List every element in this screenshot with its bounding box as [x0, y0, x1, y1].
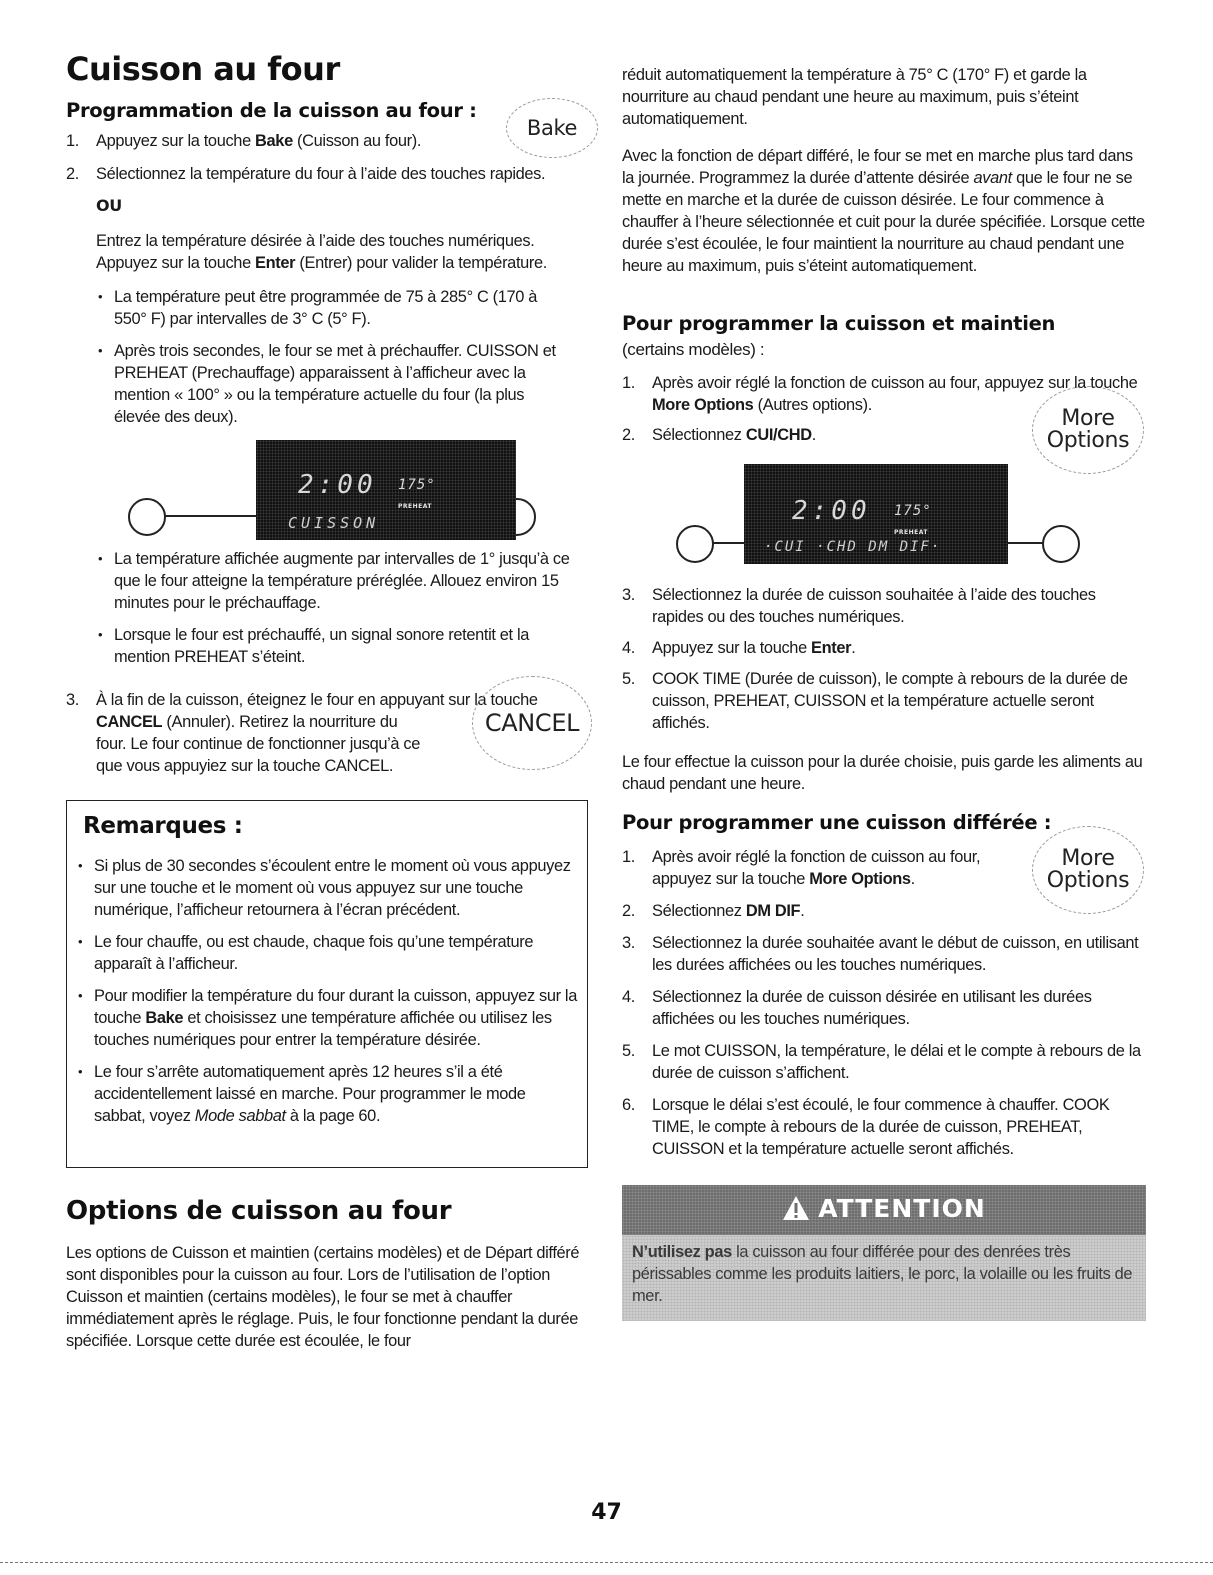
bake-notes-b	[96, 548, 586, 678]
maintien-steps-a	[622, 372, 1146, 446]
maintien-closing: Le four effectue la cuisson pour la durée choisie, puis garde les aliments au chaud pendant une heure.	[622, 753, 1143, 793]
ou-label: OU	[96, 196, 122, 215]
enter-paragraph: Entrez la température désirée à l’aide des touches numériques. Appuyez sur la touche Enter (Entrer) pour valider la température.	[96, 232, 547, 272]
remark-item: • Si plus de 30 secondes s’écoulent entre le moment où vous appuyez sur une touche et le moment où vous appuyez sur une touche numérique, l’afficheur retournera à l’écran précédent.	[76, 855, 578, 921]
bullet-item: • Lorsque le four est préchauffé, un signal sonore retentit et la mention PREHEAT s’éteint.	[96, 624, 586, 668]
bottom-divider	[0, 1562, 1213, 1563]
delayed-start-paragraph: Avec la fonction de départ différé, le four se met en marche plus tard dans la journée. Programmez la durée d’attente désirée avant que le four ne se mette en marche et la durée de cuisson désirée. Le four commence à chauffer à l’heure sélectionnée et cuit pour la durée spécifiée. Lorsque cette durée s’est écoulée, le four maintient la nourriture au chaud pendant une heure au maximum, puis s’éteint automatiquement.	[622, 147, 1145, 275]
step-1: 1. Après avoir réglé la fonction de cuisson au four, appuyez sur la touche More Options (Autres options).	[622, 374, 1138, 414]
bullet-item: • La température peut être programmée de 75 à 285° C (170 à 550° F) par intervalles de 3° C (5° F).	[96, 286, 571, 330]
remark-item: • Pour modifier la température du four durant la cuisson, appuyez sur la touche Bake et choisissez une température affichée ou utilisez les touches numériques pour entrer la température désirée.	[76, 985, 578, 1051]
lcd-screen: 2:00 175° PREHEAT ·CUI ·CHD DM DIF·	[744, 464, 1008, 564]
programmation-heading: Programmation de la cuisson au four :	[66, 99, 477, 122]
knob-icon	[676, 525, 714, 563]
bake-steps-1	[66, 130, 506, 152]
maintien-subheading: (certains modèles) :	[622, 340, 765, 359]
attention-box	[622, 1185, 1146, 1321]
cancel-key-icon: CANCEL	[472, 676, 592, 770]
step-2: 2. Sélectionnez DM DIF.	[622, 902, 805, 920]
bake-notes-a	[96, 286, 571, 438]
maintien-steps-b	[622, 584, 1146, 734]
step-2: 2. Sélectionnez la température du four à l’aide des touches rapides.	[66, 165, 546, 183]
step-1: 1. Après avoir réglé la fonction de cuisson au four, appuyez sur la touche More Options.	[622, 848, 981, 888]
remark-item: • Le four chauffe, ou est chaude, chaque fois qu’une température apparaît à l’afficheur.	[76, 931, 578, 975]
remarks-list	[76, 855, 578, 1137]
bake-steps-2	[66, 163, 588, 185]
options-paragraph: Les options de Cuisson et maintien (certains modèles) et de Départ différé sont disponibles pour la cuisson au four. Lors de l’utilisation de l’option Cuisson et maintien (certains modèles), le four se met à chauffer immédiatement après le réglage. Puis, le four fonctionne pendant la durée spécifiée. Lorsque cette durée est écoulée, le four	[66, 1244, 580, 1350]
step-3: 3. À la fin de la cuisson, éteignez le four en appuyant sur la touche CANCEL (Annuler). Retirez la nourriture du four. Le four continue de fonctionner jusqu’à ce que vous appuyiez sur la touche CANCEL.	[66, 691, 538, 775]
step-3: 3. Sélectionnez la durée souhaitée avant le début de cuisson, en utilisant les durées affichées ou les touches numériques.	[622, 934, 1139, 974]
differee-steps	[622, 846, 1146, 1160]
oven-display-bake	[126, 440, 536, 540]
oven-display-maintien	[674, 464, 1084, 564]
step-2: 2. Sélectionnez CUI/CHD.	[622, 426, 816, 444]
maintien-heading: Pour programmer la cuisson et maintien	[622, 312, 1056, 335]
step-3: 3. Sélectionnez la durée de cuisson souhaitée à l’aide des touches rapides ou des touches numériques.	[622, 586, 1096, 626]
more-options-key-icon: More Options	[1032, 826, 1144, 914]
remark-item: • Le four s’arrête automatiquement après 12 heures s’il a été accidentellement laissé en marche. Pour programmer le mode sabbat, voyez Mode sabbat à la page 60.	[76, 1061, 578, 1127]
bullet-item: • Après trois secondes, le four se met à préchauffer. CUISSON et PREHEAT (Prechauffage) apparaissent à l’afficheur avec la mention « 100° » ou la température actuelle du four (la plus élevée des deux).	[96, 340, 571, 428]
step-4: 4. Appuyez sur la touche Enter.	[622, 639, 856, 657]
page-title: Cuisson au four	[66, 50, 340, 88]
warning-icon	[782, 1195, 810, 1224]
step-5: 5. Le mot CUISSON, la température, le délai et le compte à rebours de la durée de cuisson s’affichent.	[622, 1042, 1141, 1082]
attention-title: ATTENTION	[622, 1195, 1146, 1224]
page-number: 47	[591, 1500, 622, 1525]
remarks-box	[66, 800, 588, 1168]
lcd-screen: 2:00 175° PREHEAT CUISSON	[256, 440, 516, 540]
options-heading: Options de cuisson au four	[66, 1196, 452, 1226]
knob-icon	[128, 498, 166, 536]
step-6: 6. Lorsque le délai s’est écoulé, le four commence à chauffer. COOK TIME, le compte à rebours de la durée de cuisson, PREHEAT, CUISSON et la température actuelle seront affichés.	[622, 1096, 1110, 1158]
bake-key-icon: Bake	[506, 98, 598, 158]
remarks-heading: Remarques :	[83, 813, 243, 839]
attention-text: N’utilisez pas la cuisson au four différée pour des denrées très périssables comme les produits laitiers, le porc, la volaille ou les fruits de mer.	[632, 1243, 1133, 1305]
more-options-key-icon: More Options	[1032, 386, 1144, 474]
step-1: 1. Appuyez sur la touche Bake (Cuisson au four).	[66, 132, 422, 150]
step-5: 5. COOK TIME (Durée de cuisson), le compte à rebours de la durée de cuisson, PREHEAT, CUISSON et la température actuelle seront affichés.	[622, 670, 1128, 732]
knob-icon	[1042, 525, 1080, 563]
options-paragraph-continued: réduit automatiquement la température à 75° C (170° F) et garde la nourriture au chaud pendant une heure au maximum, puis s’éteint automatiquement.	[622, 66, 1087, 128]
bullet-item: • La température affichée augmente par intervalles de 1° jusqu’à ce que le four atteigne la température préréglée. Allouez environ 15 minutes pour le préchauffage.	[96, 548, 586, 614]
attention-band	[622, 1235, 1146, 1321]
differee-heading: Pour programmer une cuisson différée :	[622, 811, 1052, 834]
step-4: 4. Sélectionnez la durée de cuisson désirée en utilisant les durées affichées ou les touches numériques.	[622, 988, 1092, 1028]
